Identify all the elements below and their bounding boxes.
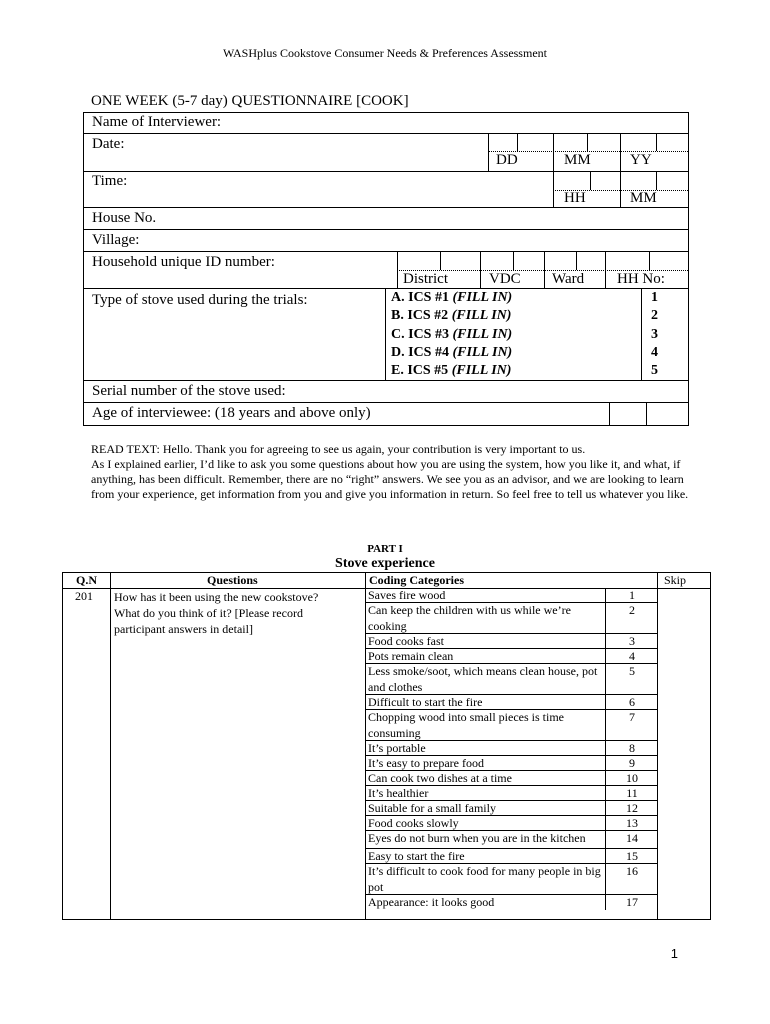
header-skip: Skip xyxy=(664,573,687,587)
village-label: Village: xyxy=(92,232,140,248)
code-text: It’s healthier xyxy=(365,786,606,800)
stove-option-code: 3 xyxy=(651,326,658,342)
hhid-district: District xyxy=(403,271,448,287)
code-row[interactable] xyxy=(365,634,658,649)
code-number: 1 xyxy=(629,588,635,602)
code-number: 4 xyxy=(629,649,635,663)
code-text: Less smoke/soot, which means clean house, pot and clothes xyxy=(365,664,606,694)
stove-option[interactable] xyxy=(391,345,512,361)
code-text: Easy to start the fire xyxy=(365,849,606,863)
date-mm: MM xyxy=(564,152,591,168)
hhid-label: Household unique ID number: xyxy=(92,254,275,270)
code-text: Saves fire wood xyxy=(365,588,606,602)
date-yy: YY xyxy=(630,152,652,168)
code-number: 14 xyxy=(626,831,638,845)
stove-option-label: C. ICS #3 xyxy=(391,326,449,342)
question-number: 201 xyxy=(75,589,93,603)
part-label: PART I xyxy=(367,543,403,555)
code-text: Appearance: it looks good xyxy=(365,895,606,910)
code-text: It’s portable xyxy=(365,741,606,755)
stove-option-code: 2 xyxy=(651,308,658,324)
stove-option-fill: (FILL IN) xyxy=(451,363,512,379)
age-row[interactable] xyxy=(84,403,688,425)
questionnaire-title: ONE WEEK (5-7 day) QUESTIONNAIRE [COOK] xyxy=(91,93,409,109)
code-number: 11 xyxy=(626,786,638,800)
hhid-row[interactable] xyxy=(84,252,688,289)
code-number: 8 xyxy=(629,741,635,755)
code-number: 10 xyxy=(626,771,638,785)
read-text-body: As I explained earlier, I’d like to ask you some questions about how you are using the system, how you like it, and what, if anything, has been difficult. Remember, there are no “right” answers. We see you as an advisor, and we are looking to learn from your experience, get information from you and give you information in return. So feel free to tell us whatever you like. xyxy=(91,457,689,501)
code-number: 16 xyxy=(626,864,638,878)
age-label: Age of interviewee: (18 years and above only) xyxy=(92,405,371,421)
code-text: Pots remain clean xyxy=(365,649,606,663)
house-row[interactable] xyxy=(84,208,688,230)
code-number: 3 xyxy=(629,634,635,648)
code-number: 9 xyxy=(629,756,635,770)
stove-option-fill: (FILL IN) xyxy=(452,290,513,305)
code-row[interactable] xyxy=(365,664,658,695)
hhid-ward: Ward xyxy=(552,271,585,287)
read-text-intro: READ TEXT: Hello. Thank you for agreeing to see us again, your contribution is very important to us. xyxy=(91,442,586,456)
stove-option[interactable] xyxy=(391,363,511,379)
stove-option-label: B. ICS #2 xyxy=(391,308,449,324)
hhid-vdc: VDC xyxy=(489,271,521,287)
code-row[interactable] xyxy=(365,831,658,849)
header-coding: Coding Categories xyxy=(369,573,464,587)
time-mm: MM xyxy=(630,190,657,206)
code-text: It’s easy to prepare food xyxy=(365,756,606,770)
interviewer-label: Name of Interviewer: xyxy=(92,114,222,130)
code-number: 15 xyxy=(626,849,638,863)
coding-categories xyxy=(365,588,658,910)
stove-option[interactable] xyxy=(391,308,511,324)
code-text: Can cook two dishes at a time xyxy=(365,771,606,785)
code-row[interactable] xyxy=(365,649,658,664)
page-header: WASHplus Cookstove Consumer Needs & Preferences Assessment xyxy=(223,46,547,60)
time-row[interactable] xyxy=(84,172,688,208)
part-title: Stove experience xyxy=(335,556,435,571)
code-row[interactable] xyxy=(365,801,658,816)
page-number: 1 xyxy=(670,946,678,961)
code-text: Chopping wood into small pieces is time consuming xyxy=(365,710,606,740)
stove-option-code: 5 xyxy=(651,363,658,379)
code-text: Difficult to start the fire xyxy=(365,695,606,709)
code-row[interactable] xyxy=(365,771,658,786)
stove-option-label: E. ICS #5 xyxy=(391,363,449,379)
stove-option-label: A. ICS #1 xyxy=(391,290,449,305)
date-row[interactable] xyxy=(84,134,688,172)
stove-option-fill: (FILL IN) xyxy=(451,308,512,324)
header-questions: Questions xyxy=(207,573,258,587)
code-number: 5 xyxy=(629,664,635,678)
code-text: It’s difficult to cook food for many people in big pot xyxy=(365,864,606,894)
stove-option[interactable] xyxy=(391,290,512,306)
code-text: Can keep the children with us while we’re cooking xyxy=(365,603,606,633)
code-text: Suitable for a small family xyxy=(365,801,606,815)
code-number: 13 xyxy=(626,816,638,830)
code-row[interactable] xyxy=(365,816,658,831)
code-text: Food cooks slowly xyxy=(365,816,606,830)
house-label: House No. xyxy=(92,210,157,226)
serial-label: Serial number of the stove used: xyxy=(92,383,286,399)
code-row[interactable] xyxy=(365,756,658,771)
interviewer-row[interactable] xyxy=(84,113,688,134)
time-hh: HH xyxy=(564,190,586,206)
code-row[interactable] xyxy=(365,695,658,710)
time-label: Time: xyxy=(92,173,128,189)
code-text: Food cooks fast xyxy=(365,634,606,648)
code-row[interactable] xyxy=(365,849,658,864)
code-number: 6 xyxy=(629,695,635,709)
stove-option-code: 1 xyxy=(651,290,658,305)
stove-option-code: 4 xyxy=(651,344,658,360)
hhid-hhno: HH No: xyxy=(617,271,665,287)
code-row[interactable] xyxy=(365,895,658,910)
serial-row[interactable] xyxy=(84,381,688,403)
code-row[interactable] xyxy=(365,710,658,741)
code-row[interactable] xyxy=(365,786,658,801)
stove-type-label: Type of stove used during the trials: xyxy=(92,292,308,308)
stove-type-row[interactable] xyxy=(84,289,688,381)
date-label: Date: xyxy=(92,136,125,152)
stove-option-fill: (FILL IN) xyxy=(452,326,513,342)
village-row[interactable] xyxy=(84,230,688,252)
interview-form xyxy=(83,112,689,426)
code-row[interactable] xyxy=(365,603,658,634)
read-text xyxy=(91,442,691,502)
code-number: 12 xyxy=(626,801,638,815)
code-row[interactable] xyxy=(365,588,658,603)
stove-option-fill: (FILL IN) xyxy=(452,344,513,360)
code-row[interactable] xyxy=(365,741,658,756)
stove-option-label: D. ICS #4 xyxy=(391,344,449,360)
stove-option[interactable] xyxy=(391,327,512,343)
code-number: 17 xyxy=(626,895,638,909)
code-row[interactable] xyxy=(365,864,658,895)
code-text: Eyes do not burn when you are in the kitchen xyxy=(365,831,606,848)
code-number: 2 xyxy=(629,603,635,617)
code-number: 7 xyxy=(629,710,635,724)
date-dd: DD xyxy=(496,152,518,168)
header-qn: Q.N xyxy=(76,573,97,587)
question-text: How has it been using the new cookstove? What do you think of it? [Please record participant answers in detail] xyxy=(114,590,319,636)
